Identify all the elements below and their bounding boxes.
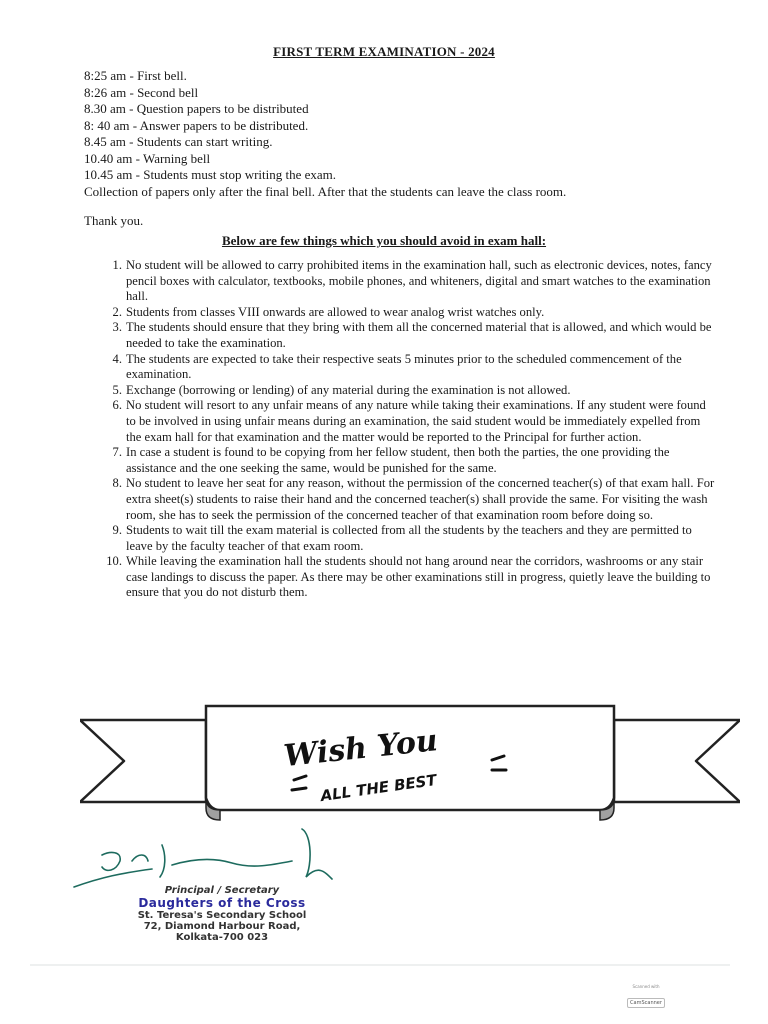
collection-note: Collection of papers only after the final bell. After that the students can leave the class room. (84, 183, 567, 199)
rule-item (92, 383, 718, 399)
rule-number: 10. (106, 554, 122, 569)
rule-item (92, 398, 718, 445)
rule-text: No student will resort to any unfair means of any nature while taking their examinations. If any student were found to be involved in using unfair means during an examination, the said student would be immediately expelled from the exam hall for that examination and the matter would be reported to the Principal for further action. (126, 398, 706, 444)
rule-item (92, 305, 718, 321)
exam-schedule (84, 68, 724, 200)
rule-item (92, 258, 718, 305)
stamp-designation: Principal / Secretary (164, 885, 280, 896)
schedule-line: 8: 40 am - Answer papers to be distributed. (84, 117, 309, 133)
rule-text: The students should ensure that they bring with them all the concerned material that is allowed, and which would be needed to take the examination. (126, 320, 712, 350)
rule-text: In case a student is found to be copying from her fellow student, then both the parties, the one providing the assistance and the one seeking the same, would be punished for the same. (126, 445, 670, 475)
rule-item (92, 476, 718, 523)
rule-number: 6. (112, 398, 122, 413)
rule-item (92, 554, 718, 601)
rule-item (92, 320, 718, 351)
stamp-city: Kolkata-700 023 (175, 932, 269, 943)
rule-text: While leaving the examination hall the students should not hang around near the corridors, washrooms or any stair case landings to discuss the paper. As there may be other examinations still in progress, quietly leave the building to ensure that you do not disturb them. (126, 554, 711, 600)
rule-number: 9. (112, 523, 122, 538)
camscanner-logo: CamScanner (627, 998, 665, 1008)
rule-text: No student to leave her seat for any reason, without the permission of the concerned teacher(s) of that exam hall. For extra sheet(s) students to raise their hand and the concerned teacher(s) shall provide the same. For visiting the wash room, she has to seek the permission of the concerned teacher of that examination room before doing so. (126, 476, 715, 522)
schedule-line: 8.30 am - Question papers to be distributed (84, 101, 309, 116)
schedule-line: 8.45 am - Students can start writing. (84, 134, 273, 149)
thank-you-text: Thank you. (84, 213, 144, 228)
rule-text: The students are expected to take their respective seats 5 minutes prior to the scheduled commencement of the examination. (126, 351, 682, 382)
scan-edge-divider (30, 964, 730, 966)
rule-number: 8. (112, 476, 122, 491)
rule-item (92, 352, 718, 383)
rule-number: 4. (112, 351, 122, 366)
rule-number: 2. (112, 304, 122, 319)
schedule-line: 10.45 am - Students must stop writing the exam. (84, 167, 337, 182)
rule-number: 1. (112, 258, 122, 272)
principal-signature-block (62, 825, 362, 975)
rules-list (92, 258, 718, 601)
rule-item (92, 445, 718, 476)
rule-number: 5. (112, 382, 122, 397)
all-the-best-text: ALL THE BEST (319, 770, 438, 806)
wish-you-ribbon-banner (80, 698, 740, 838)
schedule-line: 10.40 am - Warning bell (84, 150, 211, 166)
rule-text: Students to wait till the exam material is collected from all the students by the teachers and they are permitted to leave by the faculty teacher of that exam room. (126, 523, 692, 553)
stamp-address: 72, Diamond Harbour Road, (143, 921, 301, 932)
ribbon-right-tail (614, 720, 740, 802)
schedule-line: 8:25 am - First bell. (84, 68, 187, 83)
schedule-line: 8:26 am - Second bell (84, 84, 199, 100)
camscanner-watermark (622, 984, 670, 1018)
rule-number: 3. (112, 320, 122, 335)
ribbon-left-tail (80, 720, 206, 802)
official-stamp (102, 885, 342, 943)
rule-number: 7. (112, 445, 122, 460)
rule-text: Exchange (borrowing or lending) of any material during the examination is not allowed. (126, 382, 571, 397)
stamp-organisation: Daughters of the Cross (138, 896, 306, 910)
rule-item (92, 523, 718, 554)
wish-you-text: Wish You (282, 723, 440, 775)
rule-text: No student will be allowed to carry prohibited items in the examination hall, such as electronic devices, notes, fancy pencil boxes with calculator, textbooks, mobile phones, and whiteners, digital and smart watches to the examination hall. (126, 258, 712, 304)
stamp-school-name: St. Teresa's Secondary School (137, 910, 307, 921)
rules-heading: Below are few things which you should avoid in exam hall: (221, 233, 547, 248)
document-title: FIRST TERM EXAMINATION - 2024 (273, 44, 495, 59)
rule-text: Students from classes VIII onwards are allowed to wear analog wrist watches only. (126, 304, 545, 319)
scan-caption: Scanned with (632, 984, 660, 989)
